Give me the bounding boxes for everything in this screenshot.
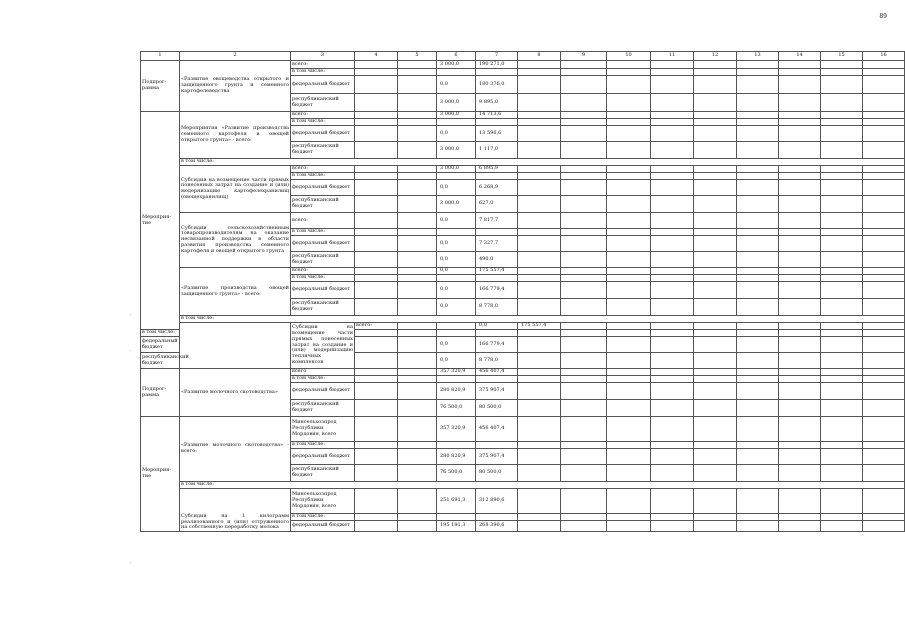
source-label: республиканский бюджет xyxy=(141,353,180,369)
value-cell: 0,0 xyxy=(437,353,476,369)
margin-dot: · xyxy=(130,560,132,566)
incl-label: в том числе: xyxy=(180,316,905,323)
incl-label: в том числе: xyxy=(180,159,905,166)
value-cell: 3 000,0 xyxy=(437,166,476,173)
value-cell: 0,0 xyxy=(476,323,518,330)
value-cell: 7 817,7 xyxy=(476,213,518,229)
value-cell: 357 320,9 xyxy=(437,369,476,376)
source-label: в том числе: xyxy=(291,229,355,236)
source-label: в том числе: xyxy=(291,275,355,282)
row-type: Подпрог-рамма xyxy=(141,369,180,417)
value-cell: 456 407,4 xyxy=(476,417,518,442)
value-cell: 166 779,4 xyxy=(476,337,518,353)
value-cell: 3 000,0 xyxy=(437,196,476,213)
source-label: федеральный бюджет xyxy=(291,180,355,196)
source-label: республиканский бюджет xyxy=(291,94,355,112)
source-label: в том числе: xyxy=(291,119,355,126)
row-name: «Развитие овощеводства открытого и защищенного грунта и семенного картофелеводства xyxy=(180,61,291,112)
value-cell: 0,0 xyxy=(437,337,476,353)
table-row xyxy=(141,489,905,514)
source-label: всего: xyxy=(291,268,355,275)
value-cell: 195 191,3 xyxy=(437,521,476,532)
row-type: Мероприя-тие xyxy=(141,417,180,532)
row-name: «Развитие производства овощей защищенного грунта» - всего: xyxy=(180,268,291,316)
budget-table xyxy=(140,51,905,532)
value-cell: 7 327,7 xyxy=(476,236,518,252)
row-name: Мероприятия «Развитие производства семенного картофеля и овощей открытого грунта» - всего: xyxy=(180,112,291,159)
table-row xyxy=(141,213,905,229)
column-header: 14 xyxy=(779,52,821,61)
source-label: республиканский бюджет xyxy=(291,142,355,159)
source-label: в том числе: xyxy=(291,376,355,383)
source-label: федеральный бюджет xyxy=(291,521,355,532)
row-type: Мероприя-тие xyxy=(141,112,180,330)
source-label: федеральный бюджет xyxy=(291,236,355,252)
column-header: 1 xyxy=(141,52,180,61)
row-name: «Развитие молочного скотоводства» xyxy=(180,369,291,417)
column-header: 12 xyxy=(694,52,737,61)
source-label: в том числе: xyxy=(141,330,180,337)
column-header: 4 xyxy=(355,52,398,61)
source-label: республиканский бюджет xyxy=(291,252,355,268)
page-number: 89 xyxy=(879,13,887,20)
value-cell: 268 390,6 xyxy=(476,521,518,532)
column-header: 13 xyxy=(737,52,779,61)
value-cell: 0,0 xyxy=(437,299,476,316)
source-label: федеральный бюджет xyxy=(291,76,355,94)
table-row xyxy=(141,353,905,369)
header-row xyxy=(141,52,905,61)
value-cell: 0,0 xyxy=(437,76,476,94)
source-label: Минсельхозпрод Республики Мордовия, всего xyxy=(291,489,355,514)
value-cell: 3 000,0 xyxy=(437,61,476,69)
value-cell: 0,0 xyxy=(437,180,476,196)
value-cell: 190 271,0 xyxy=(476,61,518,69)
column-header: 11 xyxy=(651,52,694,61)
value-cell: 3 000,0 xyxy=(437,112,476,119)
value-cell: 0,0 xyxy=(437,213,476,229)
row-name: Субсидии на 1 килограмм реализованного и (или) отгруженного на собственную переработку молока xyxy=(180,489,291,532)
source-label: всего: xyxy=(291,61,355,69)
value-cell: 0,0 xyxy=(437,126,476,142)
table-row xyxy=(141,369,905,376)
source-label: Минсельхозпрод Республики Мордовия, всего xyxy=(291,417,355,442)
column-header: 6 xyxy=(437,52,476,61)
value-cell: 490,0 xyxy=(476,252,518,268)
value-cell: 9 895,0 xyxy=(476,94,518,112)
source-label: в том числе: xyxy=(291,69,355,76)
value-cell: 13 596,6 xyxy=(476,126,518,142)
value-cell: 6 895,9 xyxy=(476,166,518,173)
value-cell: 80 500,0 xyxy=(476,400,518,417)
table-row xyxy=(141,417,905,442)
source-label: республиканский бюджет xyxy=(291,465,355,482)
value-cell: 175 557,4 xyxy=(476,268,518,275)
source-label: всего: xyxy=(291,213,355,229)
source-label: в том числе: xyxy=(291,442,355,449)
column-header: 16 xyxy=(863,52,905,61)
table-row xyxy=(141,61,905,69)
source-label: всего: xyxy=(355,323,398,330)
table-row xyxy=(141,337,905,353)
column-header: 9 xyxy=(561,52,607,61)
value-cell: 3 000,0 xyxy=(437,142,476,159)
value-cell: 166 779,4 xyxy=(476,282,518,299)
value-cell: 8 778,0 xyxy=(476,299,518,316)
row-name: Субсидии сельскохозяйственным товаропроизводителям на оказание несвязанной поддержки в области развития производства семенного картофеля и овощей открытого грунта xyxy=(180,213,291,268)
value-cell: 0,0 xyxy=(437,282,476,299)
value-cell: 312 890,6 xyxy=(476,489,518,514)
source-label: федеральный бюджет xyxy=(291,449,355,465)
source-label: всего xyxy=(291,369,355,376)
margin-dot: · xyxy=(130,312,132,318)
source-label: республиканский бюджет xyxy=(291,196,355,213)
value-cell: 375 907,4 xyxy=(476,383,518,400)
value-cell: 8 778,0 xyxy=(476,353,518,369)
column-header: 15 xyxy=(821,52,863,61)
value-cell: 251 691,3 xyxy=(437,489,476,514)
source-label: республиканский бюджет xyxy=(291,400,355,417)
value-cell: 357 320,9 xyxy=(437,417,476,442)
table-row xyxy=(141,330,905,337)
table-row xyxy=(141,482,905,489)
value-cell: 0,0 xyxy=(437,252,476,268)
value-cell: 175 557,4 xyxy=(518,323,561,330)
value-cell: 375 907,4 xyxy=(476,449,518,465)
table-row xyxy=(141,159,905,166)
source-label: федеральный бюджет xyxy=(291,126,355,142)
row-type: Подпрог-рамма xyxy=(141,61,180,112)
column-header: 2 xyxy=(180,52,291,61)
source-label: в том числе: xyxy=(291,514,355,521)
column-header: 5 xyxy=(398,52,437,61)
column-header: 3 xyxy=(291,52,355,61)
value-cell: 280 820,9 xyxy=(437,449,476,465)
value-cell: 627,0 xyxy=(476,196,518,213)
value-cell: 456 407,4 xyxy=(476,369,518,376)
source-label: всего: xyxy=(291,166,355,173)
table-row xyxy=(141,112,905,119)
value-cell: 280 820,9 xyxy=(437,383,476,400)
column-header: 8 xyxy=(518,52,561,61)
source-label: всего: xyxy=(291,112,355,119)
value-cell: 0,0 xyxy=(437,268,476,275)
value-cell: 80 500,0 xyxy=(476,465,518,482)
value-cell: 3 000,0 xyxy=(437,94,476,112)
value-cell: 14 713,6 xyxy=(476,112,518,119)
source-label: федеральный бюджет xyxy=(291,282,355,299)
table-row xyxy=(141,323,905,330)
table-row xyxy=(141,268,905,275)
value-cell: 1 117,0 xyxy=(476,142,518,159)
incl-label: в том числе: xyxy=(180,482,905,489)
value-cell: 0,0 xyxy=(437,236,476,252)
row-name: Субсидии на возмещение части прямых понесенных затрат на создание и (или) модернизацию тепличных комплексов xyxy=(291,323,355,369)
value-cell: 6 268,9 xyxy=(476,180,518,196)
column-header: 10 xyxy=(607,52,651,61)
source-label: республиканский бюджет xyxy=(291,299,355,316)
row-name: «Развитие молочного скотоводства» - всего: xyxy=(180,417,291,482)
row-name: Субсидии на возмещение части прямых понесенных затрат на создание и (или) модернизацию картофелехранилищ (овощехранилищ) xyxy=(180,166,291,213)
value-cell: 180 376,0 xyxy=(476,76,518,94)
table-row xyxy=(141,166,905,173)
source-label: в том числе: xyxy=(291,173,355,180)
source-label: федеральный бюджет xyxy=(141,337,180,353)
value-cell: 76 500,0 xyxy=(437,465,476,482)
value-cell: 76 500,0 xyxy=(437,400,476,417)
margin-dot: · xyxy=(130,348,132,354)
column-header: 7 xyxy=(476,52,518,61)
source-label: федеральный бюджет xyxy=(291,383,355,400)
